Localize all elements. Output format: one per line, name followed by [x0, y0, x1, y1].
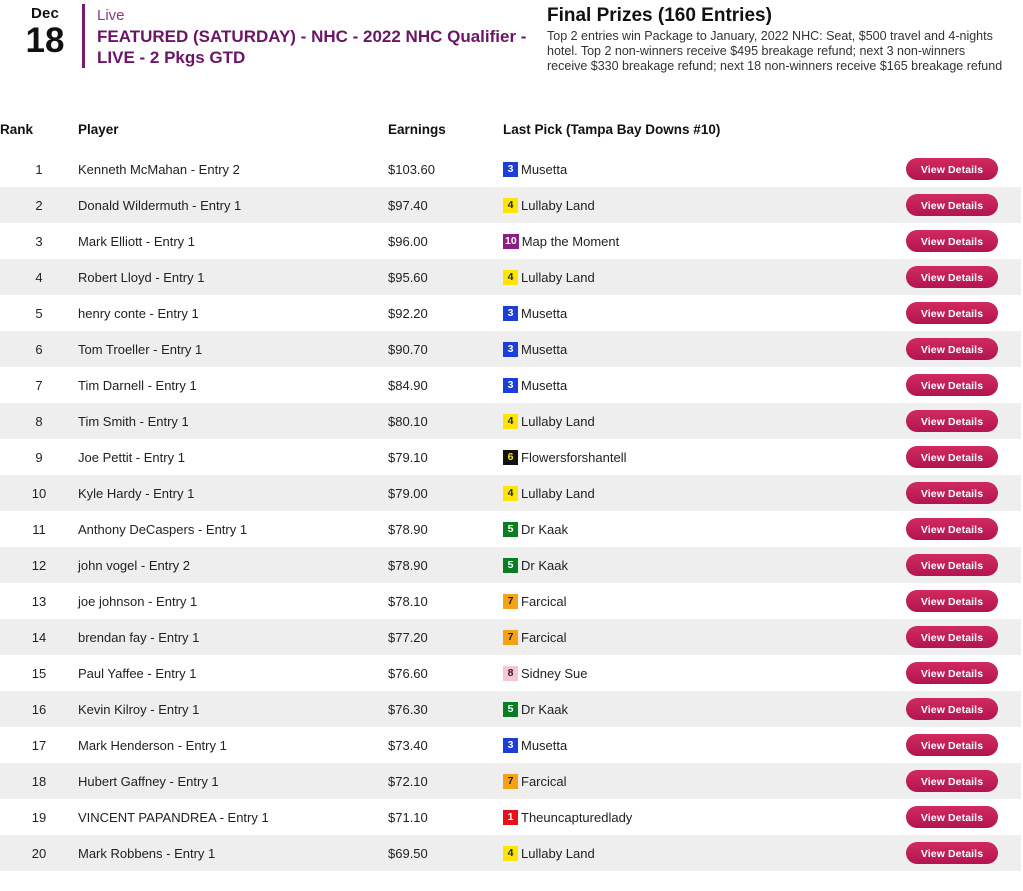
cell-player: Tim Smith - Entry 1: [78, 403, 388, 439]
table-row: [0, 187, 1021, 223]
last-pick: [503, 630, 883, 645]
cell-actions: [883, 763, 1021, 799]
last-pick: [503, 522, 883, 537]
saddle-cloth-number: 1: [503, 810, 518, 825]
cell-actions: [883, 223, 1021, 259]
table-row: [0, 151, 1021, 187]
cell-rank: 16: [0, 691, 78, 727]
cell-rank: 5: [35, 305, 43, 321]
cell-player: Joe Pettit - Entry 1: [78, 449, 185, 465]
cell-player: Paul Yaffee - Entry 1: [78, 665, 197, 681]
cell-rank: 19: [31, 809, 47, 825]
prizes-title: Final Prizes (160 Entries): [547, 5, 772, 26]
last-pick: [503, 486, 883, 501]
table-row: [0, 547, 1021, 583]
horse-name: Lullaby Land: [521, 845, 595, 861]
cell-actions: [883, 151, 1021, 187]
cell-actions: [883, 583, 1021, 619]
view-details-button[interactable]: View Details: [906, 554, 998, 576]
view-details-button[interactable]: View Details: [906, 374, 998, 396]
table-row: [0, 511, 1021, 547]
cell-actions: [883, 367, 1021, 403]
view-details-button[interactable]: View Details: [906, 806, 998, 828]
cell-actions: [883, 403, 1021, 439]
column-header-player: Player: [78, 122, 119, 137]
last-pick: [503, 738, 883, 753]
view-details-button[interactable]: View Details: [906, 626, 998, 648]
cell-rank: 4: [0, 259, 78, 295]
cell-earnings: $71.10: [388, 809, 428, 825]
leaderboard-body: [0, 151, 1021, 871]
saddle-cloth-number: 3: [503, 738, 518, 753]
view-details-button[interactable]: View Details: [906, 662, 998, 684]
cell-earnings: $84.90: [388, 377, 428, 393]
cell-last-pick: [503, 367, 883, 403]
last-pick: [503, 558, 883, 573]
horse-name: Lullaby Land: [521, 269, 595, 285]
table-row: [0, 331, 1021, 367]
cell-last-pick: [503, 511, 883, 547]
cell-rank: 1: [35, 161, 43, 177]
saddle-cloth-number: 4: [503, 846, 518, 861]
column-header-rank: Rank: [0, 122, 34, 137]
view-details-button[interactable]: View Details: [906, 446, 998, 468]
view-details-button[interactable]: View Details: [906, 266, 998, 288]
saddle-cloth-number: 7: [503, 630, 518, 645]
view-details-button[interactable]: View Details: [906, 482, 998, 504]
view-details-button[interactable]: View Details: [906, 590, 998, 612]
view-details-button[interactable]: View Details: [906, 158, 998, 180]
cell-earnings: $78.10: [388, 593, 428, 609]
cell-player: Kyle Hardy - Entry 1: [78, 475, 388, 511]
cell-actions: [883, 511, 1021, 547]
event-title-block: [82, 4, 527, 68]
cell-player: Donald Wildermuth - Entry 1: [78, 187, 388, 223]
saddle-cloth-number: 5: [503, 558, 518, 573]
table-row: [0, 475, 1021, 511]
cell-last-pick: [503, 655, 883, 691]
cell-earnings: $77.20: [388, 619, 503, 655]
cell-rank: 7: [35, 377, 43, 393]
last-pick: [503, 702, 883, 717]
cell-earnings: $79.10: [388, 449, 428, 465]
saddle-cloth-number: 3: [503, 342, 518, 357]
cell-rank: 3: [35, 233, 43, 249]
page-title: FEATURED (SATURDAY) - NHC - 2022 NHC Qualifier - LIVE - 2 Pkgs GTD: [97, 27, 527, 67]
horse-name: Dr Kaak: [521, 557, 568, 573]
last-pick: [503, 450, 883, 465]
cell-last-pick: [503, 331, 883, 367]
cell-earnings: $72.10: [388, 763, 503, 799]
saddle-cloth-number: 7: [503, 774, 518, 789]
horse-name: Lullaby Land: [521, 413, 595, 429]
horse-name: Map the Moment: [521, 233, 620, 249]
cell-rank: 10: [0, 475, 78, 511]
cell-last-pick: [503, 187, 883, 223]
cell-actions: [883, 835, 1021, 871]
saddle-cloth-number: 4: [503, 414, 518, 429]
table-row: [0, 367, 1021, 403]
cell-last-pick: [503, 763, 883, 799]
cell-earnings: $78.90: [388, 521, 428, 537]
last-pick: [503, 198, 883, 213]
horse-name: Farcical: [521, 629, 567, 645]
cell-last-pick: [503, 583, 883, 619]
horse-name: Musetta: [521, 161, 568, 177]
cell-player: Tom Troeller - Entry 1: [78, 331, 388, 367]
last-pick: [503, 342, 883, 357]
column-header-actions: [883, 116, 1021, 151]
cell-earnings: $76.60: [388, 665, 428, 681]
cell-actions: [883, 691, 1021, 727]
cell-actions: [883, 799, 1021, 835]
table-header-row: [0, 116, 1021, 151]
last-pick: [503, 810, 883, 825]
cell-player: henry conte - Entry 1: [78, 305, 199, 321]
cell-actions: [883, 331, 1021, 367]
cell-actions: [883, 439, 1021, 475]
last-pick: [503, 846, 883, 861]
horse-name: Theuncapturedlady: [521, 809, 633, 825]
cell-player: brendan fay - Entry 1: [78, 619, 388, 655]
cell-actions: [883, 655, 1021, 691]
saddle-cloth-number: 4: [503, 486, 518, 501]
last-pick: [503, 774, 883, 789]
view-details-button[interactable]: View Details: [906, 302, 998, 324]
cell-rank: 6: [0, 331, 78, 367]
table-row: [0, 259, 1021, 295]
cell-rank: 9: [35, 449, 43, 465]
view-details-button[interactable]: View Details: [906, 194, 998, 216]
saddle-cloth-number: 3: [503, 306, 518, 321]
horse-name: Musetta: [521, 341, 568, 357]
cell-last-pick: [503, 475, 883, 511]
cell-last-pick: [503, 727, 883, 763]
horse-name: Musetta: [521, 377, 568, 393]
cell-player: Mark Henderson - Entry 1: [78, 737, 227, 753]
cell-rank: 8: [0, 403, 78, 439]
cell-rank: 17: [31, 737, 47, 753]
table-row: [0, 403, 1021, 439]
cell-last-pick: [503, 799, 883, 835]
saddle-cloth-number: 10: [505, 234, 517, 247]
view-details-button[interactable]: View Details: [906, 698, 998, 720]
table-row: [0, 763, 1021, 799]
cell-rank: 14: [0, 619, 78, 655]
cell-player: Anthony DeCaspers - Entry 1: [78, 521, 248, 537]
event-header: [0, 0, 1023, 74]
cell-player: john vogel - Entry 2: [78, 547, 388, 583]
cell-earnings: $73.40: [388, 737, 428, 753]
saddle-cloth-number: 5: [503, 522, 518, 537]
cell-rank: 12: [0, 547, 78, 583]
cell-last-pick: [503, 619, 883, 655]
cell-actions: [883, 259, 1021, 295]
cell-rank: 18: [0, 763, 78, 799]
saddle-cloth-number: 3: [503, 378, 518, 393]
cell-player: Robert Lloyd - Entry 1: [78, 259, 388, 295]
cell-rank: 15: [31, 665, 47, 681]
cell-rank: 11: [32, 521, 46, 537]
view-details-button[interactable]: View Details: [906, 734, 998, 756]
saddle-cloth-number: 6: [503, 450, 518, 465]
table-row: [0, 223, 1021, 259]
view-details-button[interactable]: View Details: [906, 842, 998, 864]
cell-rank: 20: [0, 835, 78, 871]
horse-name: Dr Kaak: [521, 701, 568, 717]
event-date: [14, 4, 76, 60]
view-details-button[interactable]: View Details: [906, 770, 998, 792]
last-pick: [503, 414, 883, 429]
horse-name: Musetta: [521, 737, 568, 753]
horse-name: Lullaby Land: [521, 197, 595, 213]
horse-name: Musetta: [521, 305, 568, 321]
horse-name: Flowersforshantell: [521, 449, 627, 465]
cell-actions: [883, 187, 1021, 223]
cell-last-pick: [503, 547, 883, 583]
cell-player: Kevin Kilroy - Entry 1: [78, 691, 388, 727]
cell-last-pick: [503, 295, 883, 331]
cell-rank: 2: [0, 187, 78, 223]
cell-last-pick: [503, 151, 883, 187]
cell-rank: 13: [31, 593, 47, 609]
horse-name: Farcical: [521, 773, 567, 789]
leaderboard-section: [0, 116, 1023, 871]
cell-last-pick: [503, 439, 883, 475]
cell-last-pick: [503, 223, 883, 259]
cell-actions: [883, 475, 1021, 511]
live-status-label: Live: [97, 7, 125, 24]
cell-player: Mark Robbens - Entry 1: [78, 835, 388, 871]
table-row: [0, 655, 1021, 691]
view-details-button[interactable]: View Details: [906, 410, 998, 432]
cell-player: joe johnson - Entry 1: [78, 593, 198, 609]
cell-earnings: $90.70: [388, 331, 503, 367]
cell-player: Mark Elliott - Entry 1: [78, 233, 196, 249]
last-pick: [503, 378, 883, 393]
cell-last-pick: [503, 403, 883, 439]
horse-name: Farcical: [521, 593, 567, 609]
cell-earnings: $97.40: [388, 187, 503, 223]
last-pick: [503, 666, 883, 681]
cell-earnings: $95.60: [388, 259, 503, 295]
event-date-day: 18: [25, 21, 65, 60]
cell-earnings: $80.10: [388, 403, 503, 439]
table-row: [0, 295, 1021, 331]
view-details-button[interactable]: View Details: [906, 338, 998, 360]
prizes-description: Top 2 entries win Package to January, 2022 NHC: Seat, $500 travel and 4-nights hotel. Top 2 non-winners receive $495 breakage refund; next 3 non-winners receive $330 breakage refund; next 18 non-winners receive $165 breakage refund: [547, 29, 1003, 73]
cell-actions: [883, 295, 1021, 331]
last-pick: [503, 162, 883, 177]
cell-actions: [883, 547, 1021, 583]
saddle-cloth-number: 7: [503, 594, 518, 609]
saddle-cloth-number: 4: [503, 198, 518, 213]
horse-name: Dr Kaak: [521, 521, 568, 537]
cell-player: VINCENT PAPANDREA - Entry 1: [78, 809, 269, 825]
horse-name: Sidney Sue: [521, 665, 588, 681]
last-pick: [503, 234, 883, 249]
table-row: [0, 439, 1021, 475]
cell-actions: [883, 727, 1021, 763]
cell-actions: [883, 619, 1021, 655]
table-row: [0, 691, 1021, 727]
cell-player: Hubert Gaffney - Entry 1: [78, 763, 388, 799]
cell-earnings: $92.20: [388, 305, 428, 321]
saddle-cloth-number: 4: [503, 270, 518, 285]
horse-name: Lullaby Land: [521, 485, 595, 501]
cell-player: Tim Darnell - Entry 1: [78, 377, 197, 393]
event-date-month: Dec: [30, 5, 60, 22]
cell-last-pick: [503, 691, 883, 727]
cell-earnings: $79.00: [388, 475, 503, 511]
leaderboard-table: [0, 116, 1021, 871]
cell-earnings: $96.00: [388, 233, 428, 249]
column-header-last-pick: Last Pick (Tampa Bay Downs #10): [503, 122, 721, 137]
last-pick: [503, 306, 883, 321]
saddle-cloth-number: 8: [503, 666, 518, 681]
table-row: [0, 835, 1021, 871]
cell-last-pick: [503, 835, 883, 871]
cell-earnings: $76.30: [388, 691, 503, 727]
cell-last-pick: [503, 259, 883, 295]
cell-player: Kenneth McMahan - Entry 2: [78, 161, 240, 177]
cell-earnings: $78.90: [388, 547, 503, 583]
table-row: [0, 583, 1021, 619]
prizes-block: [527, 4, 1009, 74]
cell-earnings: $69.50: [388, 835, 503, 871]
last-pick: [503, 594, 883, 609]
cell-earnings: $103.60: [388, 161, 435, 177]
table-row: [0, 727, 1021, 763]
saddle-cloth-number: 3: [503, 162, 518, 177]
column-header-earnings: Earnings: [388, 122, 446, 137]
saddle-cloth-number: 5: [503, 702, 518, 717]
table-row: [0, 619, 1021, 655]
view-details-button[interactable]: View Details: [906, 518, 998, 540]
table-row: [0, 799, 1021, 835]
last-pick: [503, 270, 883, 285]
view-details-button[interactable]: View Details: [906, 230, 998, 252]
